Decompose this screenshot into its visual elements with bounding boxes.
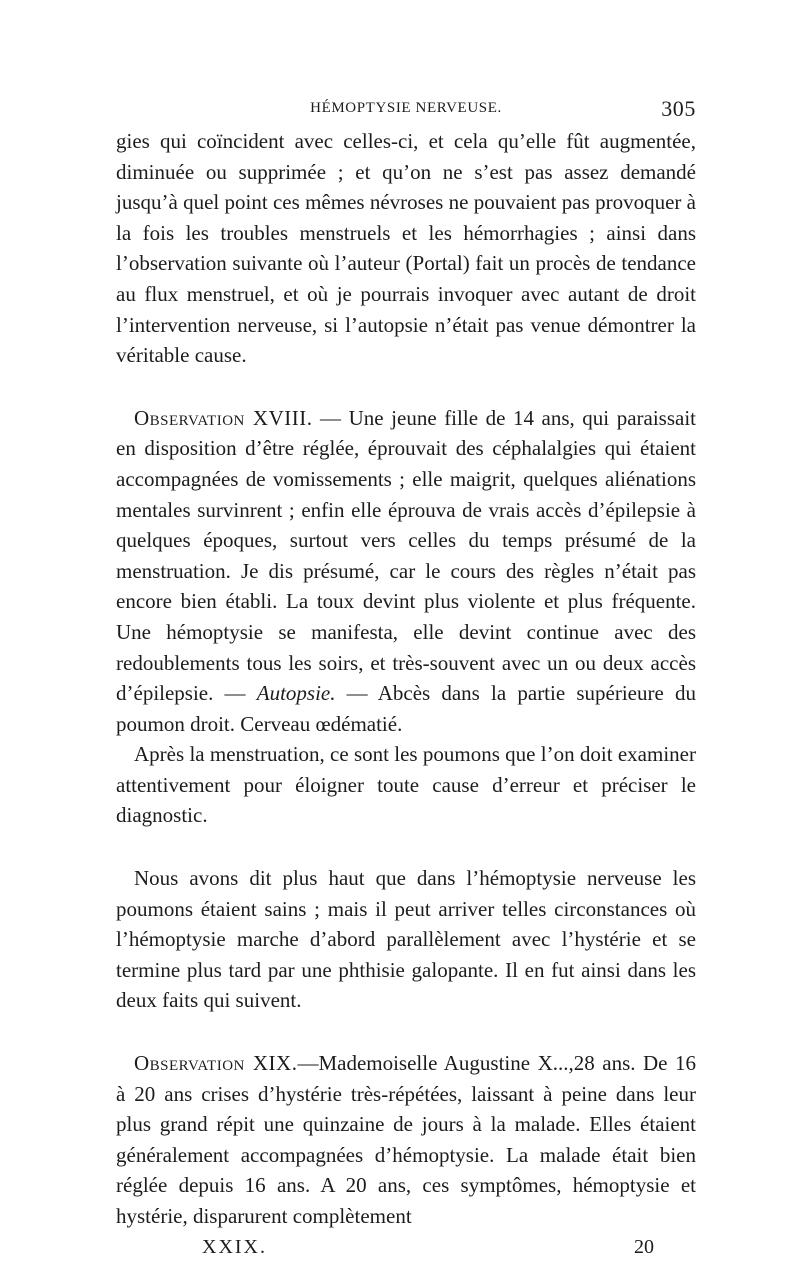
page-footer (116, 1236, 696, 1266)
sheet-number: 20 (634, 1235, 654, 1258)
document-page (116, 96, 696, 1266)
paragraph-hemoptysie (116, 863, 696, 1016)
autopsy-text: — Abcès dans la partie supérieure du poumon droit. Cerveau œdématié. (116, 681, 696, 736)
observation-18-text: — Une jeune fille de 14 ans, qui paraissait en disposition d’être réglée, éprouvait des céphalalgies qui étaient accompagnées de vomissements ; elle maigrit, quelques aliénations mentales survinrent ; enfin elle éprouva de vrais accès d’épilepsie à quelques époques, surtout vers celles du temps présumé de la menstruation. Je dis présumé, car le cours des règles n’était pas encore bien établi. La toux devint plus violente et plus fréquente. Une hémoptysie se manifesta, elle devint continue avec des redoublements tous les soirs, et très-souvent avec un ou deux accès d’épilepsie. — (116, 405, 697, 706)
paragraph-hemoptysie-text: Nous avons dit plus haut que dans l’hémoptysie nerveuse les poumons étaient sains ; mais il peut arriver telles circonstances où l’hémoptysie marche d’abord parallèlement avec l’hystérie et se termine plus tard par une phthisie galopante. Il en fut ainsi dans les deux faits qui suivent. (116, 866, 696, 1013)
page-number: 305 (661, 96, 696, 121)
paragraph-menstruation-text: Après la menstruation, ce sont les poumons que l’on doit examiner attentivement pour éloigner toute cause d’erreur et préciser le diagnostic. (116, 742, 696, 828)
running-head (116, 96, 696, 126)
paragraph-menstruation (116, 739, 696, 831)
observation-18-label: Observation XVIII. (134, 405, 313, 430)
signature-mark: XXIX. (202, 1235, 267, 1258)
paragraph-continuation (116, 126, 696, 371)
observation-18-paragraph (116, 403, 696, 740)
observation-19-text: —Mademoiselle Augustine X...,28 ans. De 16 à 20 ans crises d’hystérie très-répétées, laissant à peine dans leur plus grand répit une quinzaine de jours à la malade. Elles étaient généralement accompagnées d’hémoptysie. La malade était bien réglée depuis 16 ans. A 20 ans, ces symptômes, hémoptysie et hystérie, disparurent complètement (116, 1051, 696, 1228)
observation-19-label: Observation XIX. (134, 1051, 298, 1076)
observation-19-paragraph (116, 1048, 696, 1232)
paragraph-continuation-text: gies qui coïncident avec celles-ci, et cela qu’elle fût augmentée, diminuée ou supprimée ; et qu’on ne s’est pas assez demandé jusqu’à quel point ces mêmes névroses ne pouvaient pas provoquer à la fois les troubles menstruels et les hémorrhagies ; ainsi dans l’observation suivante où l’auteur (Portal) fait un procès de tendance au flux menstruel, et où je pourrais invoquer avec autant de droit l’intervention nerveuse, si l’autopsie n’était pas venue démontrer la véritable cause. (116, 129, 696, 368)
running-title: HÉMOPTYSIE NERVEUSE. (310, 100, 502, 116)
autopsy-label: Autopsie. (256, 681, 336, 706)
